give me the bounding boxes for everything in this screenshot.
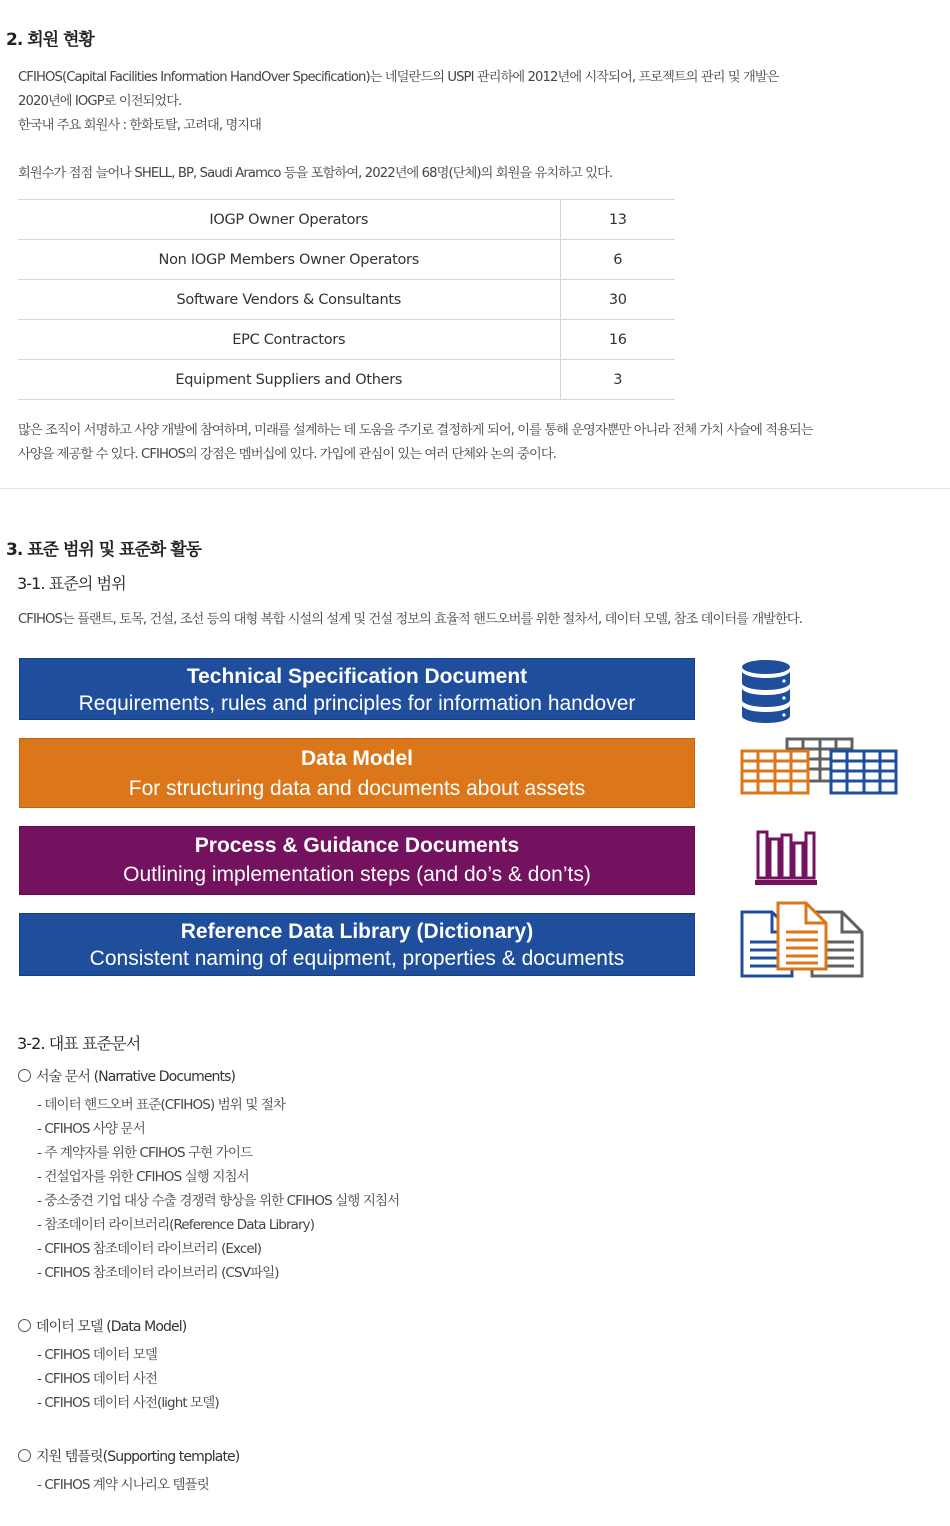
table-cell-category: EPC Contractors — [18, 320, 560, 360]
table-cell-category: Software Vendors & Consultants — [18, 280, 560, 320]
table-cell-count: 16 — [560, 320, 675, 360]
circle-bullet-icon — [18, 1449, 31, 1462]
subsection-3-2-heading: 3-2. 대표 표준문서 — [17, 1034, 141, 1053]
section3-heading: 3. 표준 범위 및 표준화 활동 — [6, 540, 202, 560]
members-note: 회원수가 점점 늘어나 SHELL, BP, Saudi Aramco 등을 포함하여, 2022년에 68명(단체)의 회원을 유치하고 있다. — [18, 166, 613, 181]
scope-text: CFIHOS는 플랜트, 토목, 건설, 조선 등의 대형 복합 시설의 설계 및 건설 정보의 효율적 핸드오버를 위한 절차서, 데이터 모델, 참조 데이터를 개발한다. — [18, 612, 802, 627]
table-cell-category: Equipment Suppliers and Others — [18, 360, 560, 400]
table-row — [18, 320, 675, 360]
group-data-model — [18, 1316, 186, 1336]
banner-data-model — [19, 738, 695, 808]
table-row — [18, 280, 675, 320]
table-cell-category: Non IOGP Members Owner Operators — [18, 240, 560, 280]
section2-heading: 2. 회원 현황 — [6, 30, 94, 50]
list-item: - 참조데이터 라이브러리(Reference Data Library) — [37, 1217, 315, 1233]
list-item: - 건설업자를 위한 CFIHOS 실행 지침서 — [37, 1169, 249, 1185]
table-cell-count: 3 — [560, 360, 675, 400]
circle-bullet-icon — [18, 1319, 31, 1332]
banner-title: Process & Guidance Documents — [194, 834, 520, 857]
banner-title: Technical Specification Document — [186, 665, 528, 688]
list-item: - CFIHOS 계약 시나리오 템플릿 — [37, 1477, 209, 1493]
banner-subtitle: For structuring data and documents about assets — [128, 777, 586, 800]
table-row — [18, 200, 675, 240]
intro-line-1: CFIHOS(Capital Facilities Information HandOver Specification)는 네덜란드의 USPI 관리하에 2012년에 시작되어, 프로젝트의 관리 및 개발은 — [18, 70, 779, 85]
list-item: - CFIHOS 사양 문서 — [37, 1121, 145, 1137]
intro-line-3: 한국내 주요 회원사 : 한화토탈, 고려대, 명지대 — [18, 118, 261, 133]
group-narrative-documents — [18, 1066, 235, 1086]
intro-line-2: 2020년에 IOGP로 이전되었다. — [18, 94, 182, 109]
banner-subtitle: Requirements, rules and principles for information handover — [78, 692, 636, 715]
group-title: 지원 템플릿(Supporting template) — [36, 1449, 240, 1465]
banner-subtitle: Outlining implementation steps (and do’s & don’ts) — [123, 863, 591, 886]
banner-technical-spec — [19, 658, 695, 720]
table-row — [18, 240, 675, 280]
list-item: - CFIHOS 데이터 사전(light 모델) — [37, 1395, 219, 1411]
list-item: - 주 계약자를 위한 CFIHOS 구현 가이드 — [37, 1145, 253, 1161]
banner-subtitle: Consistent naming of equipment, properties & documents — [89, 947, 625, 970]
list-item: - CFIHOS 참조데이터 라이브러리 (Excel) — [37, 1241, 262, 1257]
group-supporting-template — [18, 1446, 239, 1466]
outro-line-1: 많은 조직이 서명하고 사양 개발에 참여하며, 미래를 설계하는 데 도움을 주기로 결정하게 되어, 이를 통해 운영자뿐만 아니라 전체 가치 사슬에 적용되는 — [18, 423, 813, 438]
banner-process-guidance — [19, 826, 695, 895]
group-title: 데이터 모델 (Data Model) — [36, 1319, 187, 1335]
table-cell-count: 6 — [560, 240, 675, 280]
table-row — [18, 360, 675, 400]
banner-reference-data — [19, 913, 695, 976]
banner-title: Reference Data Library (Dictionary) — [180, 920, 534, 943]
section-divider — [0, 488, 950, 489]
database-icon — [740, 659, 794, 725]
documents-icon — [740, 900, 866, 980]
books-icon — [755, 829, 817, 887]
outro-line-2: 사양을 제공할 수 있다. CFIHOS의 강점은 멤버십에 있다. 가입에 관심이 있는 여러 단체와 논의 중이다. — [18, 447, 556, 462]
subsection-3-1-heading: 3-1. 표준의 범위 — [17, 574, 126, 593]
list-item: - 데이터 핸드오버 표준(CFIHOS) 범위 및 절차 — [37, 1097, 286, 1113]
table-cell-count: 13 — [560, 200, 675, 240]
list-item: - CFIHOS 데이터 사전 — [37, 1371, 157, 1387]
data-tables-icon — [740, 737, 900, 799]
list-item: - 중소중견 기업 대상 수출 경쟁력 향상을 위한 CFIHOS 실행 지침서 — [37, 1193, 400, 1209]
group-title: 서술 문서 (Narrative Documents) — [36, 1069, 236, 1085]
table-cell-count: 30 — [560, 280, 675, 320]
members-table — [18, 199, 675, 400]
circle-bullet-icon — [18, 1069, 31, 1082]
list-item: - CFIHOS 참조데이터 라이브러리 (CSV파일) — [37, 1265, 279, 1281]
table-cell-category: IOGP Owner Operators — [18, 200, 560, 240]
list-item: - CFIHOS 데이터 모델 — [37, 1347, 157, 1363]
banner-title: Data Model — [300, 747, 413, 770]
